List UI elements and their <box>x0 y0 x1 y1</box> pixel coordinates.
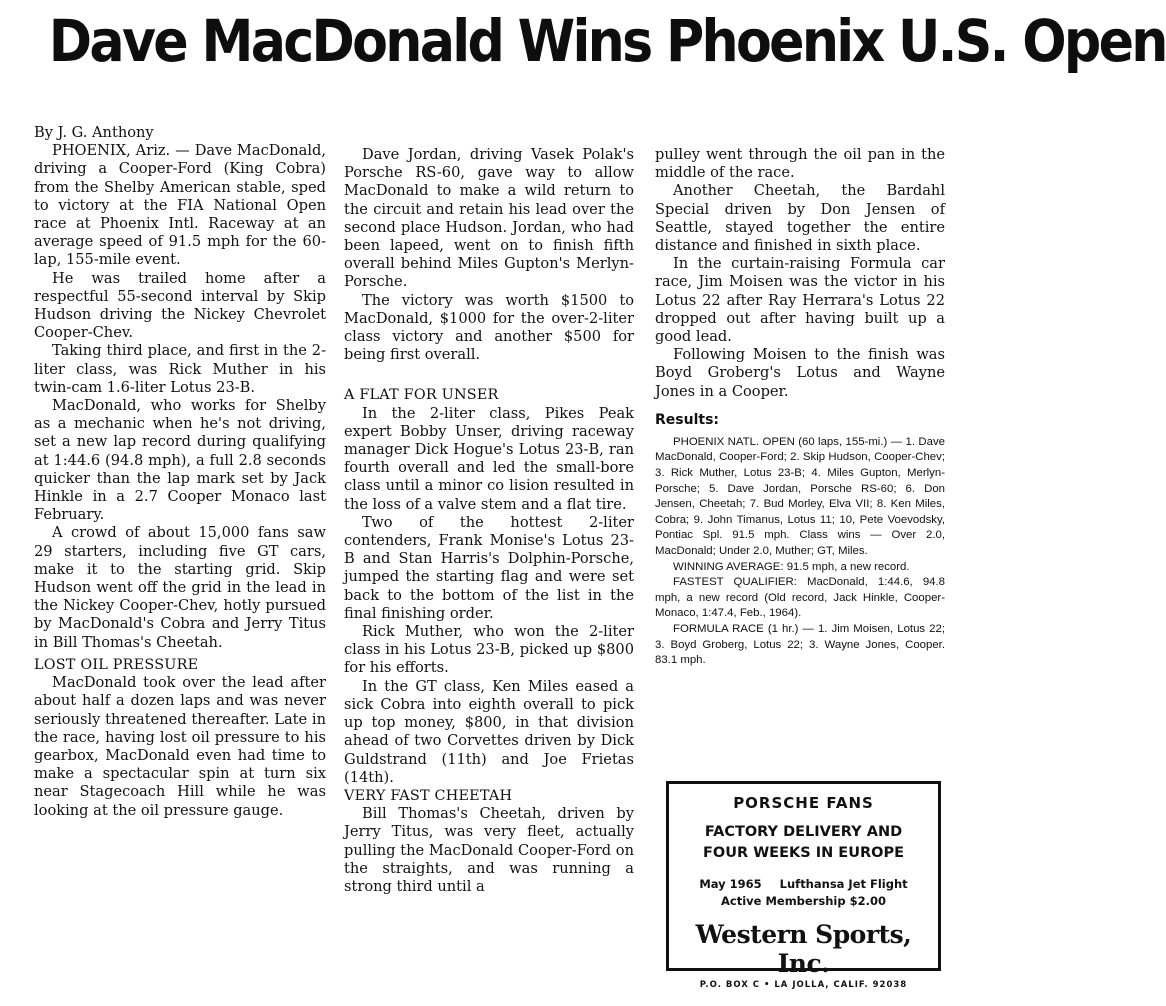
advertisement-box <box>666 781 941 990</box>
paragraph: In the curtain-raising Formula car race, Jim Moisen was the victor in his Lotus 22 after Ray Herrara's Lotus 22 dropped out after having built up a good lead. <box>655 255 945 346</box>
ad-membership: Active Membership $2.00 <box>721 894 886 908</box>
paragraph: Rick Muther, who won the 2-liter class in his Lotus 23-B, picked up $800 for his efforts. <box>344 623 634 677</box>
paragraph: PHOENIX, Ariz. — Dave MacDonald, driving a Cooper-Ford (King Cobra) from the Shelby American stable, sped to victory at the FIA National Open race at Phoenix Intl. Raceway at an average speed of 91.5 mph for the 60-lap, 155-mile event. <box>34 142 326 269</box>
byline: By J. G. Anthony <box>34 124 154 141</box>
paragraph: The victory was worth $1500 to MacDonald, $1000 for the over-2-liter class victory and another $500 for being first overall. <box>344 291 634 364</box>
paragraph: Two of the hottest 2-liter contenders, Frank Monise's Lotus 23-B and Stan Harris's Dolphin-Porsche, jumped the starting flag and were set back to the bottom of the list in the final finishing order. <box>344 513 634 622</box>
column-3 <box>655 146 945 669</box>
subhead-flat-for-unser: A FLAT FOR UNSER <box>344 387 499 404</box>
results-paragraph: FORMULA RACE (1 hr.) — 1. Jim Moisen, Lotus 22; 3. Boyd Groberg, Lotus 22; 3. Wayne Jones, Cooper. 83.1 mph. <box>655 622 945 667</box>
paragraph: In the 2-liter class, Pikes Peak expert Bobby Unser, driving raceway manager Dick Hogue's Lotus 23-B, ran fourth overall and led the small-bore class until a minor co lision resulted in the loss of a valve stem and a flat tire. <box>344 404 634 513</box>
results-heading: Results: <box>655 411 719 428</box>
ad-flight: Lufthansa Jet Flight <box>779 877 908 891</box>
subhead-lost-oil-pressure: LOST OIL PRESSURE <box>34 656 199 673</box>
results-paragraph: FASTEST QUALIFIER: MacDonald, 1:44.6, 94.8 mph, a new record (Old record, Jack Hinkle, Cooper-Monaco, 1:47.4, Feb., 1964). <box>655 576 945 620</box>
paragraph: pulley went through the oil pan in the middle of the race. <box>655 146 945 182</box>
paragraph: MacDonald, who works for Shelby as a mechanic when he's not driving, set a new lap record during qualifying at 1:44.6 (94.8 mph), a full 2.8 seconds quicker than the lap mark set by Jack Hinkle in a 2.7 Cooper Monaco last February. <box>34 397 326 524</box>
paragraph: He was trailed home after a respectful 55-second interval by Skip Hudson driving the Nickey Chevrolet Cooper-Chev. <box>34 269 326 342</box>
ad-title: PORSCHE FANS <box>733 794 874 812</box>
ad-line-2: FOUR WEEKS IN EUROPE <box>702 845 905 861</box>
paragraph: In the GT class, Ken Miles eased a sick Cobra into eighth overall to pick up top money, $800, in that division ahead of two Corvettes driven by Dick Guldstrand (11th) and Joe Frietas (14th). <box>344 677 634 786</box>
paragraph: Taking third place, and first in the 2-liter class, was Rick Muther in his twin-cam 1.6-liter Lotus 23-B. <box>34 342 326 396</box>
paragraph: Following Moisen to the finish was Boyd Groberg's Lotus and Wayne Jones in a Cooper. <box>655 346 945 400</box>
paragraph: Another Cheetah, the Bardahl Special driven by Don Jensen of Seattle, stayed together the entire distance and finished in sixth place. <box>655 182 945 255</box>
paragraph: A crowd of about 15,000 fans saw 29 starters, including five GT cars, make it to the starting grid. Skip Hudson went off the grid in the lead in the Nickey Cooper-Chev, hotly pursued by MacDonald's Cobra and Jerry Titus in Bill Thomas's Cheetah. <box>34 524 326 651</box>
ad-headline <box>669 822 938 864</box>
subhead-very-fast-cheetah: VERY FAST CHEETAH <box>344 787 513 804</box>
ad-address: P.O. BOX C • LA JOLLA, CALIF. 92038 <box>699 980 908 990</box>
column-1 <box>34 124 326 820</box>
paragraph: Bill Thomas's Cheetah, driven by Jerry Titus, was very fleet, actually pulling the MacDonald Cooper-Ford on the straights, and was running a strong third until a <box>344 805 634 895</box>
ad-date: May 1965 <box>699 877 762 891</box>
ad-company: Western Sports, Inc. <box>695 920 912 978</box>
paragraph: MacDonald took over the lead after about half a dozen laps and was never seriously threatened thereafter. Late in the race, having lost oil pressure to his gearbox, MacDonald even had time to make a spectacular spin at turn six near Stagecoach Hill while he was looking at the oil pressure gauge. <box>34 674 326 819</box>
column-2 <box>344 146 634 896</box>
results-paragraph: PHOENIX NATL. OPEN (60 laps, 155-mi.) — 1. Dave MacDonald, Cooper-Ford; 2. Skip Hudson, Cooper-Chev; 3. Rick Muther, Lotus 23-B; 4. Miles Gupton, Merlyn-Porsche; 5. Dave Jordan, Porsche RS-60; 6. Don Jensen, Cheetah; 7. Bud Morley, Elva VII; 8. Ken Miles, Cobra; 9. John Timanus, Lotus 11; 10, Pete Voevodsky, Pontiac Spl. 91.5 mph. Class wins — Over 2.0, MacDonald; Under 2.0, Muther; GT, Miles. <box>655 435 945 557</box>
paragraph: Dave Jordan, driving Vasek Polak's Porsche RS-60, gave way to allow MacDonald to make a wild return to the circuit and retain his lead over the second place Hudson. Jordan, who had been lapeed, went on to finish fifth overall behind Miles Gupton's Merlyn-Porsche. <box>344 146 634 291</box>
headline: Dave MacDonald Wins Phoenix U.S. Open <box>48 7 1166 75</box>
results-paragraph: WINNING AVERAGE: 91.5 mph, a new record. <box>673 560 910 573</box>
ad-line-1: FACTORY DELIVERY AND <box>704 824 903 840</box>
ad-details <box>669 876 938 910</box>
ad-date-row <box>669 876 938 893</box>
